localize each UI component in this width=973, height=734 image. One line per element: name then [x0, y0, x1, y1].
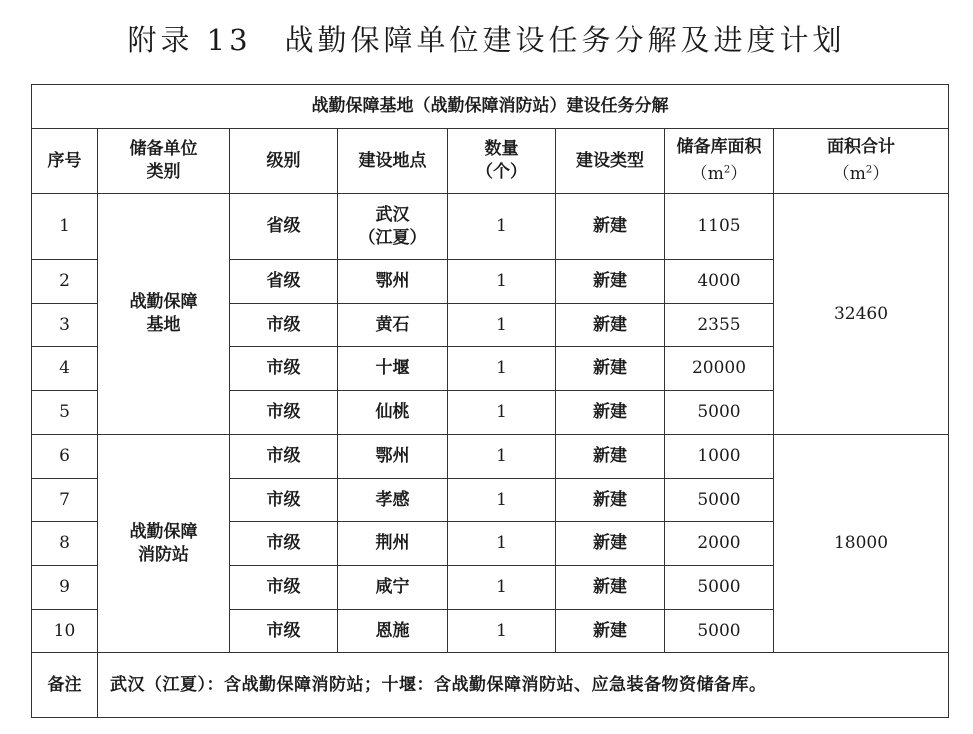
- area-cell: 2355: [665, 304, 774, 347]
- build-type-cell: 新建: [556, 479, 665, 522]
- area-cell: 5000: [665, 566, 774, 610]
- table-caption: 战勤保障基地（战勤保障消防站）建设任务分解: [32, 85, 949, 129]
- level-cell: 市级: [230, 610, 338, 653]
- total-area-cell: 32460: [774, 194, 949, 435]
- level-cell: 市级: [230, 479, 338, 522]
- level-cell: 市级: [230, 435, 338, 479]
- quantity-cell: 1: [448, 304, 556, 347]
- seq-cell: 6: [32, 435, 98, 479]
- area-cell: 5000: [665, 479, 774, 522]
- note-row: [32, 653, 949, 718]
- seq-cell: 9: [32, 566, 98, 610]
- area-cell: 4000: [665, 260, 774, 304]
- location-cell: 鄂州: [338, 435, 448, 479]
- area-cell: 2000: [665, 522, 774, 566]
- build-type-cell: 新建: [556, 610, 665, 653]
- location-cell: 十堰: [338, 347, 448, 391]
- level-cell: 市级: [230, 566, 338, 610]
- area-cell: 5000: [665, 610, 774, 653]
- level-cell: 市级: [230, 522, 338, 566]
- note-text: 武汉（江夏）：含战勤保障消防站；十堰：含战勤保障消防站、应急装备物资储备库。: [98, 653, 949, 718]
- level-cell: 市级: [230, 391, 338, 435]
- seq-cell: 10: [32, 610, 98, 653]
- category-cell: 战勤保障 基地: [98, 194, 230, 435]
- seq-cell: 2: [32, 260, 98, 304]
- location-cell: 黄石: [338, 304, 448, 347]
- build-type-cell: 新建: [556, 522, 665, 566]
- build-type-cell: 新建: [556, 194, 665, 260]
- location-cell: 武汉 （江夏）: [338, 194, 448, 260]
- note-label: 备注: [32, 653, 98, 718]
- quantity-cell: 1: [448, 194, 556, 260]
- header-quantity: 数量 （个）: [448, 129, 556, 194]
- location-cell: 仙桃: [338, 391, 448, 435]
- header-total-area: 面积合计 $(m^2)$: [774, 129, 949, 194]
- quantity-cell: 1: [448, 435, 556, 479]
- build-type-cell: 新建: [556, 260, 665, 304]
- header-build-type: 建设类型: [556, 129, 665, 194]
- total-area-cell: 18000: [774, 435, 949, 653]
- seq-cell: 3: [32, 304, 98, 347]
- location-cell: 鄂州: [338, 260, 448, 304]
- level-cell: 省级: [230, 194, 338, 260]
- area-cell: 1105: [665, 194, 774, 260]
- location-cell: 孝感: [338, 479, 448, 522]
- category-cell: 战勤保障 消防站: [98, 435, 230, 653]
- seq-cell: 5: [32, 391, 98, 435]
- quantity-cell: 1: [448, 260, 556, 304]
- header-level: 级别: [230, 129, 338, 194]
- build-type-cell: 新建: [556, 435, 665, 479]
- seq-cell: 7: [32, 479, 98, 522]
- area-cell: 1000: [665, 435, 774, 479]
- seq-cell: 1: [32, 194, 98, 260]
- build-type-cell: 新建: [556, 391, 665, 435]
- level-cell: 省级: [230, 260, 338, 304]
- header-row: [32, 129, 949, 194]
- quantity-cell: 1: [448, 610, 556, 653]
- location-cell: 咸宁: [338, 566, 448, 610]
- task-breakdown-table: [31, 84, 949, 718]
- quantity-cell: 1: [448, 522, 556, 566]
- area-cell: 5000: [665, 391, 774, 435]
- seq-cell: 8: [32, 522, 98, 566]
- header-category: 储备单位 类别: [98, 129, 230, 194]
- table-row: [32, 194, 949, 260]
- level-cell: 市级: [230, 347, 338, 391]
- location-cell: 恩施: [338, 610, 448, 653]
- build-type-cell: 新建: [556, 566, 665, 610]
- page-title: 附录 13 战勤保障单位建设任务分解及进度计划: [127, 23, 846, 57]
- quantity-cell: 1: [448, 347, 556, 391]
- header-seq: 序号: [32, 129, 98, 194]
- seq-cell: 4: [32, 347, 98, 391]
- build-type-cell: 新建: [556, 304, 665, 347]
- area-cell: 20000: [665, 347, 774, 391]
- quantity-cell: 1: [448, 391, 556, 435]
- header-area: 储备库面积 $(m^2)$: [665, 129, 774, 194]
- caption-row: [32, 85, 949, 129]
- quantity-cell: 1: [448, 479, 556, 522]
- quantity-cell: 1: [448, 566, 556, 610]
- build-type-cell: 新建: [556, 347, 665, 391]
- location-cell: 荆州: [338, 522, 448, 566]
- header-location: 建设地点: [338, 129, 448, 194]
- table-row: [32, 435, 949, 479]
- level-cell: 市级: [230, 304, 338, 347]
